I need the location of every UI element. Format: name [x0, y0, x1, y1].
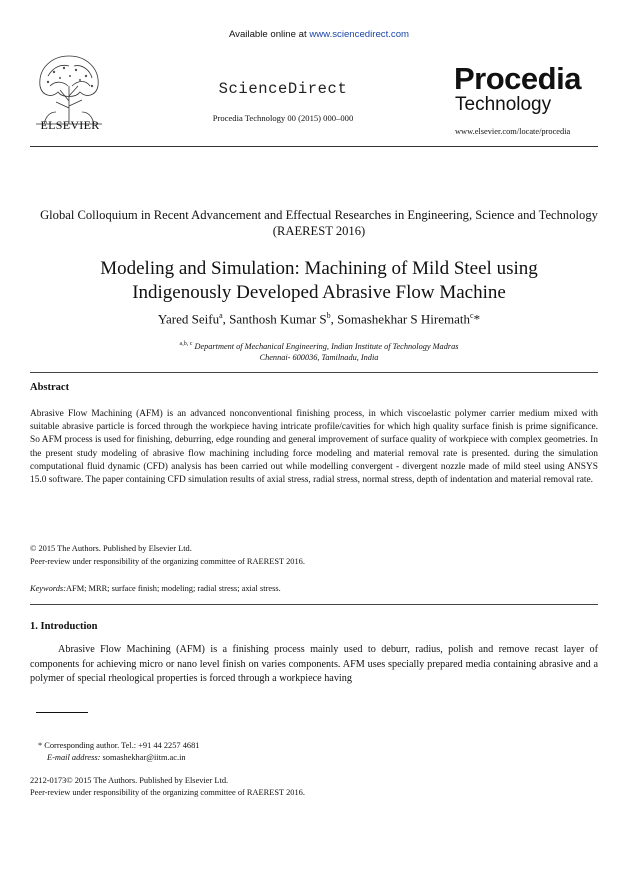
- affiliation-marks: a,b, c: [179, 341, 193, 347]
- author-separator: ,: [330, 311, 338, 327]
- author-name: Santhosh Kumar S: [229, 311, 327, 327]
- email-label: E-mail address:: [47, 753, 101, 763]
- author-name: Somashekhar S Hiremath: [337, 311, 471, 327]
- email-line: [38, 752, 199, 764]
- keywords-label: Keywords:: [30, 584, 66, 593]
- abstract-top-divider: [30, 372, 598, 373]
- copyright-line-2: Peer-review under responsibility of the organizing committee of RAEREST 2016.: [30, 557, 305, 566]
- affiliation-line-2: Chennai- 600036, Tamilnadu, India: [259, 353, 379, 363]
- abstract-text: Abrasive Flow Machining (AFM) is an advanced nonconventional finishing process, in which viscoelastic polymer carrier medium mixed with suitable abrasive particle is forced through the workpiece having intricate profile/cavities for which high quality surface finish is prime significance. So AFM process is used for finishing, deburring, edge rounding and general improvement of surface quality of workpiece with complex geometries. In the present study modeling of abrasive flow machining including force modeling and material removal rate is presented. during the simulation computational fluid dynamic (CFD) analysis has been carried out while modelling convergent - divergent nozzle made of mild steel using ANSYS 15.0 software. The paper containing CFD simulation results of axial stress, radial stress, normal stress, depth of indentation and material removal rate.: [30, 409, 598, 486]
- footnote: [38, 740, 199, 765]
- affiliation: [30, 339, 608, 364]
- availability-prefix: Available online at: [228, 29, 310, 40]
- keywords-list: AFM; MRR; surface finish; modeling; radial stress; axial stress.: [65, 584, 281, 593]
- journal-reference: Procedia Technology 00 (2015) 000–000: [212, 113, 354, 123]
- paper-title: [30, 257, 608, 305]
- paper-title-line-2: Indigenously Developed Abrasive Flow Machine: [132, 282, 506, 303]
- journal-brand-subtitle: Technology: [455, 94, 552, 115]
- author-affiliation-mark: c: [470, 311, 474, 320]
- copyright-line-1: © 2015 The Authors. Published by Elsevier Ltd.: [30, 544, 192, 553]
- paper-title-line-1: Modeling and Simulation: Machining of Mild Steel using: [100, 258, 538, 279]
- copyright-block: [30, 542, 598, 568]
- conference-name: Global Colloquium in Recent Advancement and Effectual Researches in Engineering, Science and Technology (RAEREST 2016): [40, 208, 598, 238]
- introduction-text: Abrasive Flow Machining (AFM) is a finishing process mainly used to deburr, radius, polish and remove recast layer of components for achieving micro or nano level finish on varies components. AFM uses specially prepared media containing abrasive and a polymer of special rheological properties is forced through a workpiece having: [30, 644, 598, 684]
- affiliation-line-1: [30, 339, 608, 352]
- sciencedirect-link[interactable]: www.sciencedirect.com: [309, 29, 410, 40]
- corresponding-mark: *: [473, 311, 481, 327]
- footer-line-2: Peer-review under responsibility of the organizing committee of RAEREST 2016.: [30, 787, 305, 797]
- author-name: Yared Seifu: [157, 311, 220, 327]
- introduction-heading: 1. Introduction: [30, 621, 98, 632]
- corresponding-author: * Corresponding author. Tel.: +91 44 2257 4681: [38, 741, 200, 750]
- header-divider: [30, 146, 598, 147]
- footer-copyright: [30, 775, 305, 799]
- author-separator: ,: [222, 311, 230, 327]
- availability-line: [0, 29, 638, 40]
- author-affiliation-mark: b: [326, 311, 331, 320]
- keywords: [30, 582, 598, 595]
- affiliation-department: Department of Mechanical Engineering, Indian Institute of Technology Madras: [192, 341, 459, 351]
- abstract-heading: Abstract: [30, 382, 70, 393]
- author-list: [30, 311, 608, 327]
- platform-name: ScienceDirect: [218, 80, 348, 98]
- footnote-divider: [36, 712, 88, 713]
- footer-line-1: 2212-0173© 2015 The Authors. Published by Elsevier Ltd.: [30, 776, 229, 785]
- author-affiliation-mark: a: [219, 311, 223, 320]
- journal-brand-title: Procedia: [454, 61, 581, 96]
- abstract-bottom-divider: [30, 604, 598, 605]
- publisher-name: ELSEVIER: [40, 118, 100, 132]
- email-address[interactable]: somashekhar@iitm.ac.in: [100, 753, 186, 763]
- journal-url[interactable]: www.elsevier.com/locate/procedia: [455, 127, 571, 136]
